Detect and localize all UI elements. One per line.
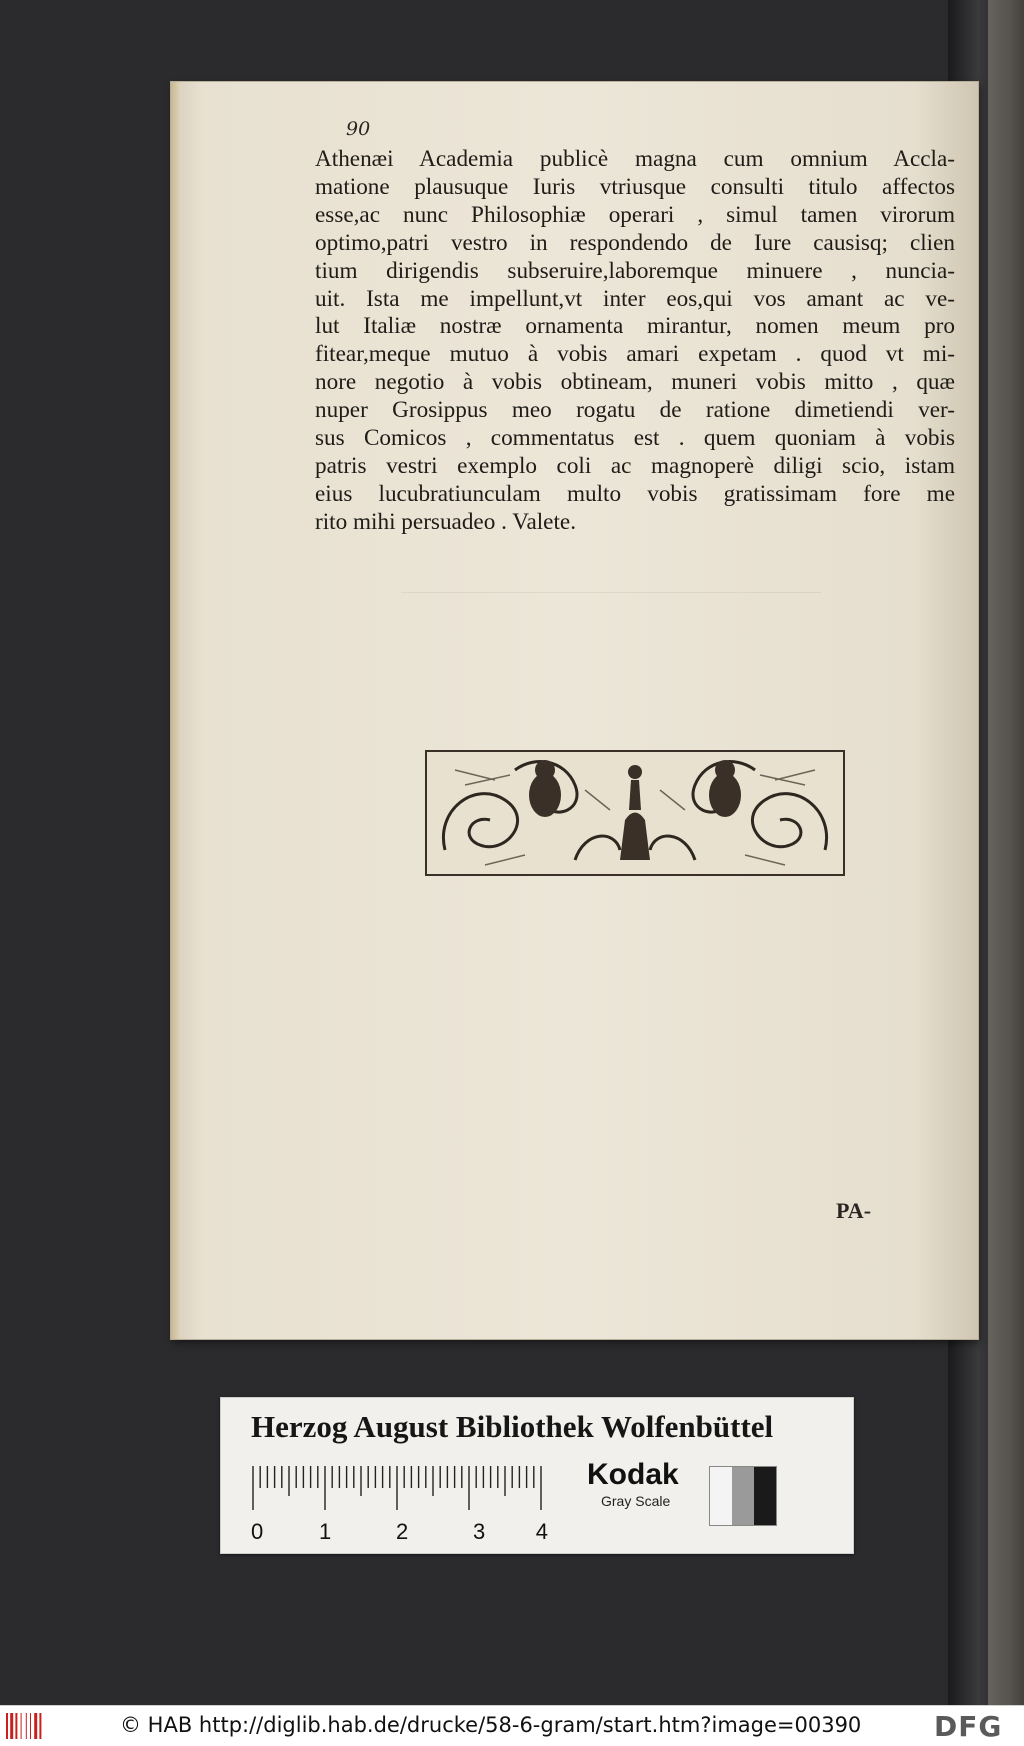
footer-bar <box>0 1705 1024 1746</box>
text-line: rito mihi persuadeo . Valete. <box>315 508 577 535</box>
text-line: matione plausuque Iuris vtriusque consulti titulo affectos <box>315 173 955 200</box>
text-line: patris vestri exemplo coli ac magnoperè diligi scio, istam <box>315 452 955 479</box>
gray-patch <box>732 1467 754 1525</box>
text-line: nuper Grosippus meo rogatu de ratione dimetiendi ver- <box>315 397 955 424</box>
text-line: lut Italiæ nostræ ornamenta mirantur, nomen meum pro <box>315 313 955 340</box>
page-number: 90 <box>346 118 371 140</box>
hab-barcode-logo-icon <box>6 1713 50 1739</box>
text-line: fitear,meque mutuo à vobis amari expetam . quod vt mi- <box>315 341 955 368</box>
gray-patch <box>754 1467 776 1525</box>
catchword: PA- <box>836 1198 872 1223</box>
text-line: nore negotio à vobis obtineam, muneri vobis mitto , quæ <box>315 369 955 396</box>
library-label-card <box>220 1397 854 1554</box>
body-text <box>315 146 955 537</box>
text-line: uit. Ista me impellunt,vt inter eos,qui vos amant ac ve- <box>315 285 955 312</box>
text-line: eius lucubratiunculam multo vobis gratissimam fore me <box>315 480 955 507</box>
library-name: Herzog August Bibliothek Wolfenbüttel <box>251 1409 774 1444</box>
text-line: esse,ac nunc Philosophiæ operari , simul tamen virorum <box>315 201 955 228</box>
text-line: optimo,patri vestro in respondendo de Iure causisq; clien <box>315 229 955 256</box>
kodak-subtitle: Gray Scale <box>601 1493 671 1509</box>
woodcut-ornament <box>425 750 845 876</box>
gray-scale-patches <box>709 1466 777 1526</box>
dfg-logo: DFG <box>934 1710 1003 1743</box>
text-line: tium dirigendis subseruire,laboremque minuere , nuncia- <box>315 257 955 284</box>
ruler-number: 0 <box>251 1519 264 1544</box>
ruler-number: 4 <box>535 1519 548 1544</box>
text-line: Athenæi Academia publicè magna cum omnium Accla- <box>315 146 955 172</box>
book-page <box>171 82 978 1339</box>
ruler-number: 2 <box>396 1519 409 1544</box>
ruler-number: 1 <box>319 1519 332 1544</box>
ruler-number: 3 <box>473 1519 486 1544</box>
gray-patch <box>710 1467 732 1525</box>
measurement-ruler <box>251 1464 548 1544</box>
text-line: sus Comicos , commentatus est . quem quoniam à vobis <box>315 425 955 452</box>
source-url[interactable]: © HAB http://diglib.hab.de/drucke/58-6-gram/start.htm?image=00390 <box>120 1713 862 1737</box>
kodak-brand: Kodak <box>587 1458 679 1491</box>
